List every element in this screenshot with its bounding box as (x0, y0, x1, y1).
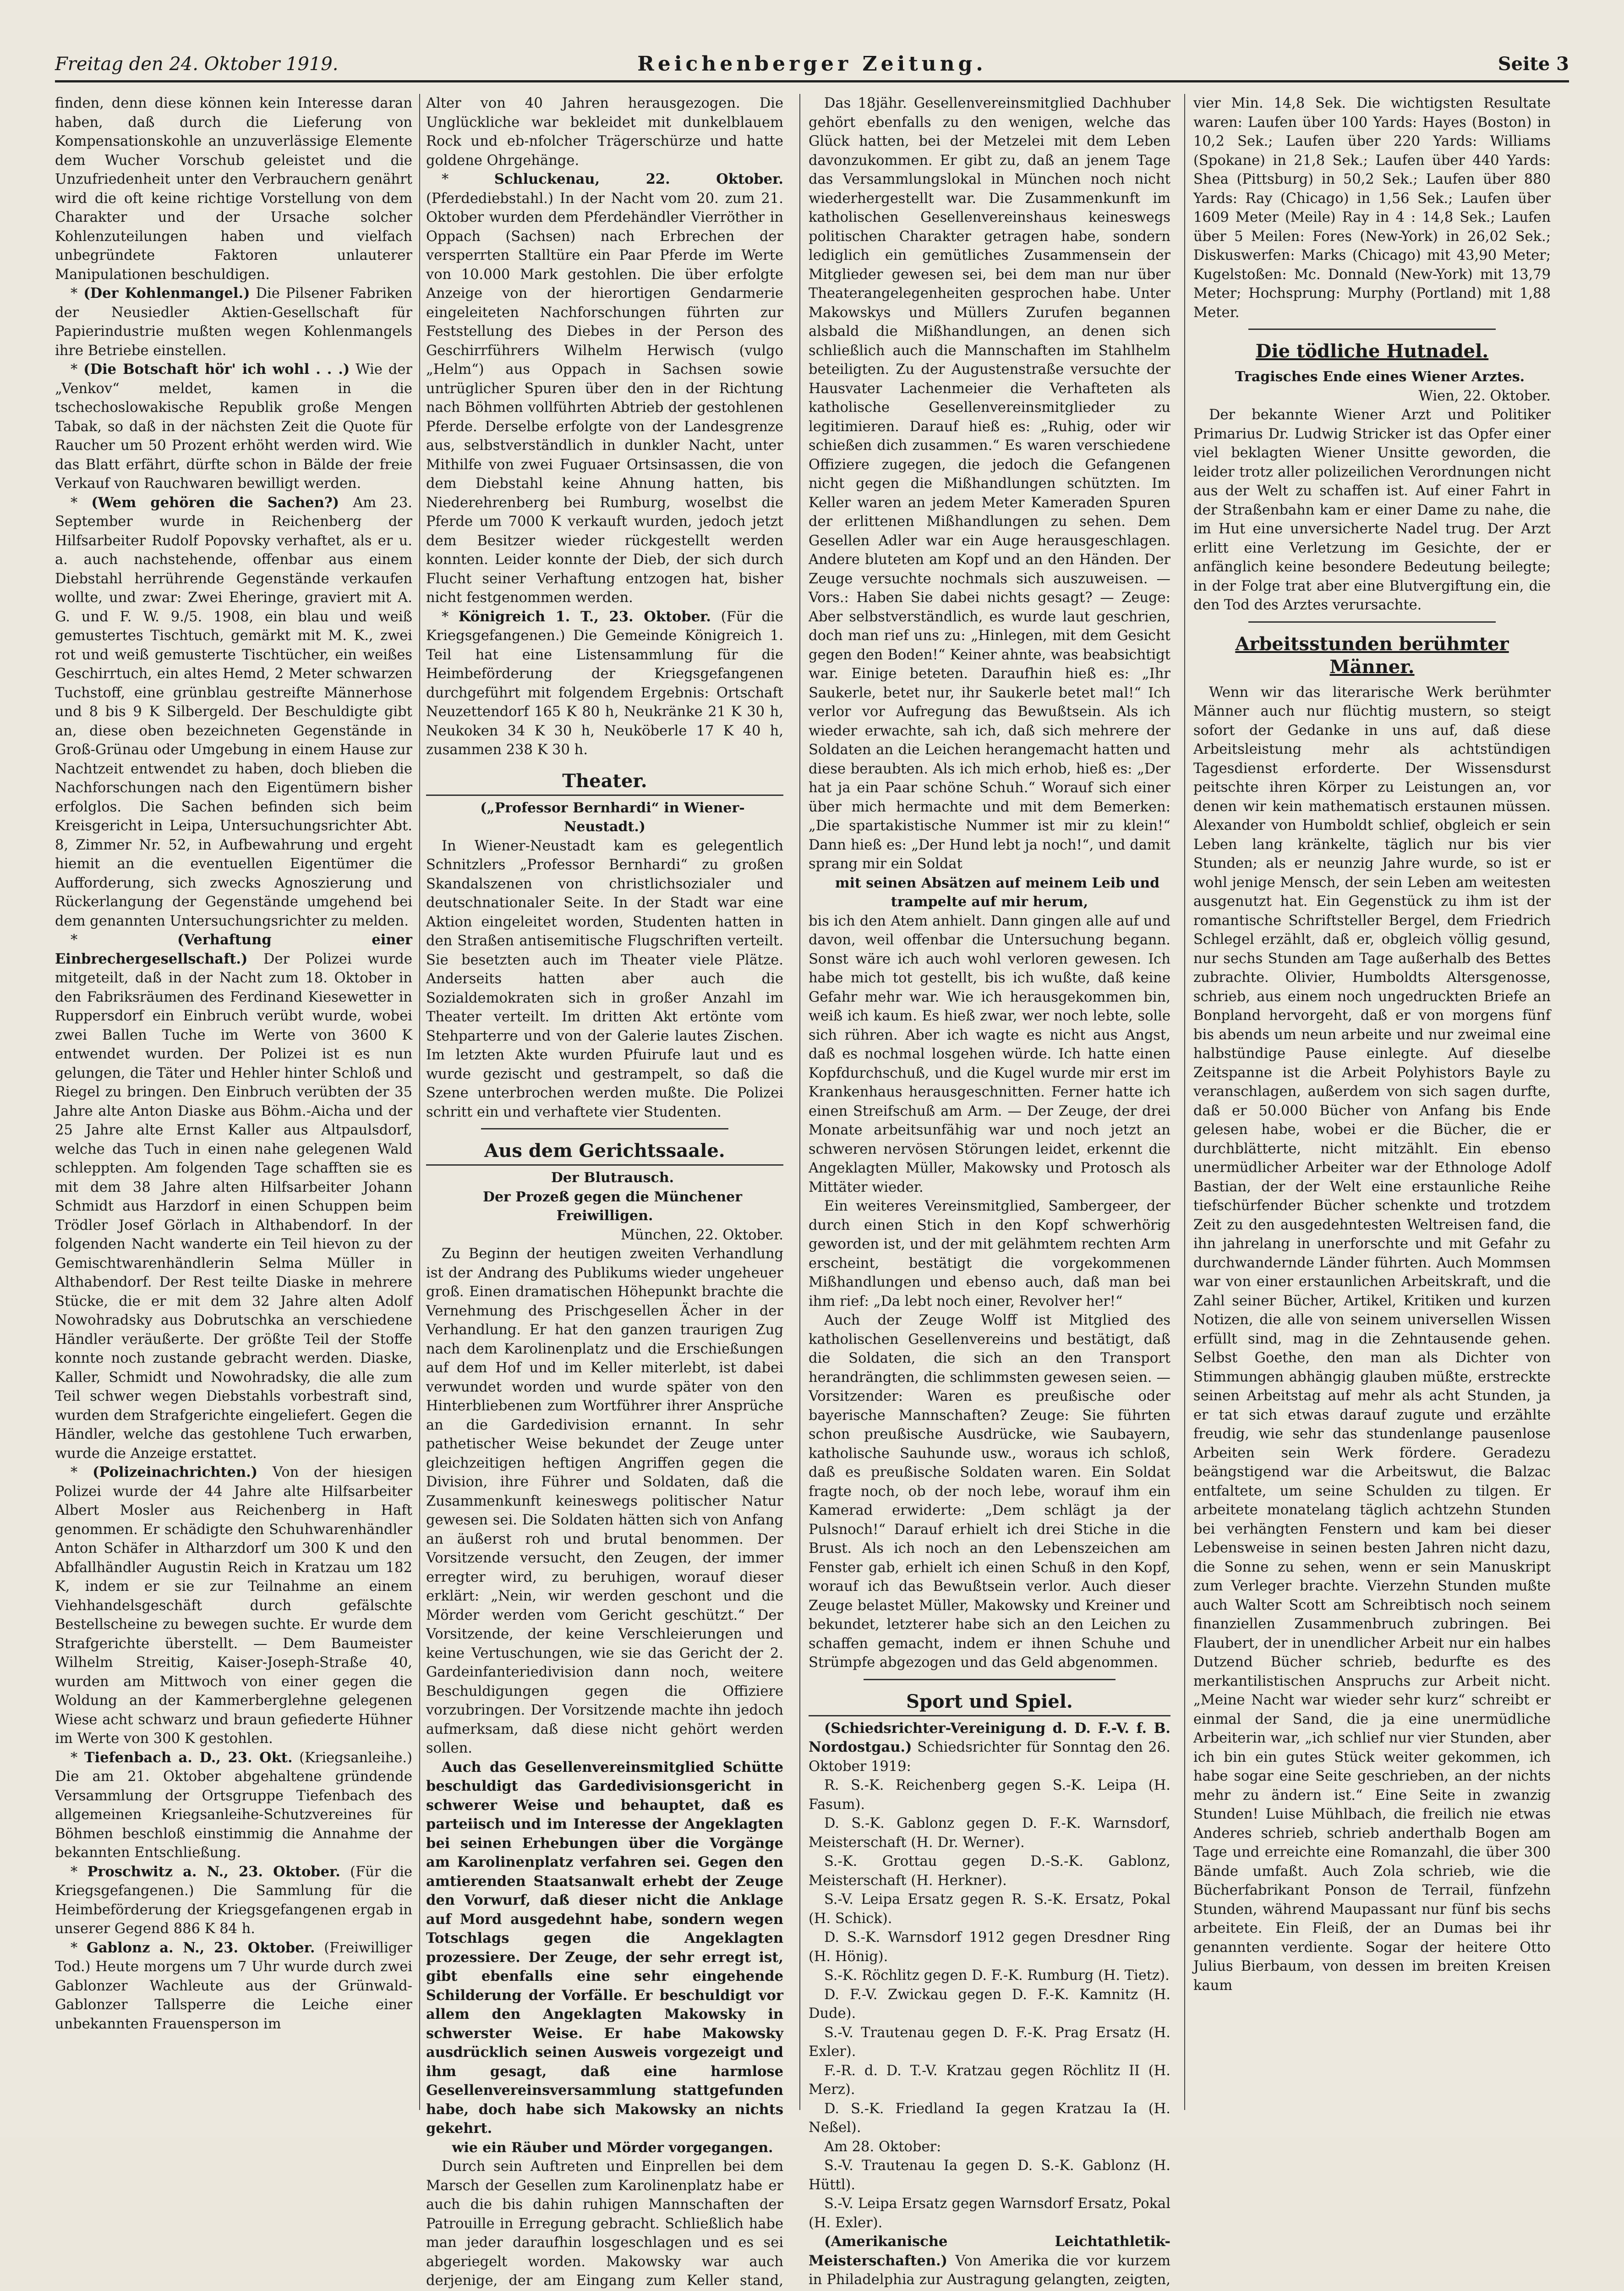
article-subheading: Tragisches Ende eines Wiener Arztes. (1235, 369, 1525, 385)
article-item: * (Polizeinachrichten.) Von der hiesigen Polizei wurde der 44 Jahre alte Hilfsarbeiter Albert Mosler aus Reichenberg in Haft genommen. Er schädigte den Schuhwarenhändler Anton Schäfer in Altharzdorf um 300 K und den Abfallhändler Augustin Reich in Kratzau um 182 K, indem er sie zur Teilnahme an einem Viehhandelsgeschäft durch gefälschte Bestellscheine zu bewegen suchte. Er wurde dem Strafgerichte überstellt. — Dem Baumeister Wilhelm Streitig, Kaiser-Joseph-Straße 40, wurden am Mittwoch von einer gegen die Woldung an der Kammerberglehne gelegenen Wiese acht schwarz und braun gefiederte Hühner im Werte von 300 K gestohlen. (55, 1464, 412, 1747)
article-text: Durch sein Auftreten und Einprellen bei dem Marsch der Gesellen zum Karolinenplatz habe er auch die bis dahin ruhigen Mannschaften der Patrouille in Erregung gebracht. Schließlich habe man jeder daraufhin losgeschlagen und es sei abgeriegelt worden. Makowsky war auch derjenige, der am Eingang zum Keller stand, (426, 2159, 783, 2289)
article-item: (Amerikanische Leichtathletik-Meisterschaften.) Von Amerika die vor kurzem in Philadelphia zur Austragung gelangten, zeigten, (809, 2233, 1170, 2288)
column-4 (1193, 94, 1551, 2110)
column-rule (799, 94, 800, 2110)
article-text: bis ich den Atem anhielt. Dann gingen alle auf und davon, weil offenbar die Untersuchung begann. Sonst wäre ich auch wohl verloren gewesen. Ich habe mich tot gestellt, bis ich wußte, daß keine Gefahr mehr war. Wie ich herausgekommen bin, weiß ich kaum. Es hieß zwar, wer noch lebte, solle sich rühren. Aber ich wagte es nicht aus Angst, daß es nochmal losgehen würde. Ich hatte einen Kopfdurchschuß, und die Kugel wurde mir erst im Krankenhaus herausgeschnitten. Ferner hatte ich einen Streifschuß am Arm. — Der Zeuge, der drei Monate arbeitsunfähig war und noch jetzt an schweren nervösen Störungen leidet, erkennt die Angeklagten Müller, Makowsky und Protosch als Mittäter wieder. (809, 913, 1170, 1195)
article-item: * (Der Kohlenmangel.) Die Pilsener Fabriken der Neusiedler Aktien-Gesellschaft für Papierindustrie mußten wegen Kohlenmangels ihre Betriebe einstellen. (55, 285, 413, 359)
fixture-line: S.-K. Röchlitz gegen D. F.-K. Rumburg (H. Tietz). (824, 1968, 1170, 1984)
article-subheading: Der Prozeß gegen die Münchener Freiwilligen. (482, 1189, 743, 1224)
column-rule (1184, 94, 1185, 2110)
page-header (55, 48, 1569, 82)
article-text: In Wiener-Neustadt kam es gelegentlich Schnitzlers „Professor Bernhardi“ zu großen Skandalszenen von christlichsozialer und deutschnationaler Seite. In der Stadt war eine Aktion eingeleitet worden, Studenten hatten in den Straßen antisemitische Flugschriften verteilt. Sie besetzten auch im Theater viele Plätze. Anderseits hatten aber auch die Sozialdemokraten sich in großer Anzahl im Theater verteilt. Im dritten Akt ertönte vom Stehparterre und von der Galerie lautes Zischen. Im letzten Akte wurden Pfuirufe laut und es wurde gezischt und gestrampelt, so daß die Szene unterbrochen werden mußte. Die Polizei schritt ein und verhaftete vier Studenten. (426, 838, 783, 1120)
article-subheading: („Professor Bernhardi“ in Wiener-Neustadt.) (480, 800, 745, 835)
section-heading-sport: Sport und Spiel. (809, 1690, 1170, 1716)
column-1 (55, 94, 412, 2110)
article-text: Auch das Gesellenvereinsmitglied Schütte beschuldigt das Gardedivisionsgericht in schwerer Weise und behauptet, daß es parteiisch und im Interesse der Angeklagten bei seinen Erhebungen über die Vorgänge am Karolinenplatz verfahren sei. Gegen den amtierenden Staatsanwalt erhebt der Zeuge den Vorwurf, daß dieser nicht die Anklage auf Mord ausgedehnt habe, sondern wegen Totschlags gegen die Angeklagten prozessiere. Der Zeuge, der sehr erregt ist, gibt ebenfalls eine sehr eingehende Schilderung der Vorfälle. Er beschuldigt vor allem den Angeklagten Makowsky in schwerster Weise. Er habe Makowsky ausdrücklich seinen Ausweis vorgezeigt und ihm gesagt, daß eine harmlose Gesellenvereinsversammlung stattgefunden habe, doch habe sich Makowsky an nichts gekehrt. (426, 1759, 783, 2137)
fixture-line: Am 28. Oktober: (824, 2138, 941, 2155)
emphasis-line: wie ein Räuber und Mörder vorgegangen. (452, 2139, 773, 2156)
fixture-line: R. S.-K. Reichenberg gegen S.-K. Leipa (H. Fasum). (809, 1777, 1170, 1813)
article-item: * Gablonz a. N., 23. Oktober. (Freiwilliger Tod.) Heute morgens um 7 Uhr wurde durch zwei Gablonzer Wachleute aus der Grünwald-Gablonzer Tallsperre die Leiche einer unbekannten Frauensperson im (55, 1939, 412, 2032)
article-text: Der bekannte Wiener Arzt und Politiker Primarius Dr. Ludwig Stricker ist das Opfer einer viel beklagten Wiener Unsitte geworden, die leider trotz aller polizeilichen Verordnungen nicht aus der Welt zu schaffen ist. Auf einer Fahrt in der Straßenbahn kam er einer Dame zu nahe, die im Hut eine unversicherte Nadel trug. Der Arzt erlitt eine Verletzung im Gesichte, der er anfänglich keine besondere Bedeutung beilegte; in der Folge trat aber eine Blutvergiftung ein, die den Tod des Arztes verursachte. (1193, 407, 1551, 613)
article-item: * (Die Botschaft hör' ich wohl . . .) Wie der „Venkov“ meldet, kamen in die tschechoslowakische Republik große Mengen Tabak, so daß in der nächsten Zeit die Quote für Raucher um 50 Prozent erhöht werden wird. Wie das Blatt erfährt, dürfte schon in Bälde der freie Verkauf von Rauchwaren bewilligt werden. (55, 361, 412, 492)
dateline: Wien, 22. Oktober. (1418, 388, 1551, 404)
divider (864, 1679, 1115, 1680)
section-heading-court: Aus dem Gerichtssaale. (426, 1140, 783, 1166)
article-text: Ein weiteres Vereinsmitglied, Sambergeer, der durch einen Stich in den Kopf schwerhörig geworden ist, und der mit gelähmtem rechten Arm erscheint, bestätigt die vorgekommenen Mißhandlungen und ebenso auch, daß man bei ihm rief: „Da lebt noch einer, Revolver her!“ (809, 1198, 1170, 1310)
column-3 (809, 94, 1170, 2288)
dateline: München, 22. Oktober. (620, 1227, 783, 1243)
article-text: Auch der Zeuge Wolff ist Mitglied des katholischen Gesellenvereins und bestätigt, daß die Soldaten, die sich an den Transport herandrängten, die schlimmsten gewesen seien. — Vorsitzender: Waren es preußische oder bayerische Mannschaften? Zeuge: Sie führten schon preußische Ausdrücke, wie Saubayern, katholische Sauhunde usw., woraus ich schloß, daß es preußische Soldaten waren. Ein Soldat fragte noch, ob der noch lebe, worauf ihm ein Kamerad erwiderte: „Dem schlägt ja der Pulsnoch!“ Darauf erhielt ich drei Stiche in die Brust. Als ich noch an den Lebenszeichen am Fenster gab, erhielt ich einen Schuß in den Kopf, worauf ich das Bewußtsein verlor. Auch dieser Zeuge belastet Müller, Makowsky und Kreiner und bekundet, letzterer habe sich an den Leichen zu schaffen gemacht, indem er ihnen Schuhe und Strümpfe abgezogen und das Geld abgenommen. (809, 1312, 1170, 1671)
fixture-line: S.-V. Leipa Ersatz gegen R. S.-K. Ersatz, Pokal (H. Schick). (809, 1891, 1170, 1927)
section-heading-theater: Theater. (426, 770, 783, 796)
fixture-line: D. F.-V. Zwickau gegen D. F.-K. Kamnitz (H. Dude). (809, 1986, 1170, 2022)
article-item: * Königreich 1. T., 23. Oktober. (Für die Kriegsgefangenen.) Die Gemeinde Königreich 1. Teil hat eine Listensammlung für die Heimbeförderung der Kriegsgefangenen durchgeführt mit folgendem Ergebnis: Ortschaft Neuzettendorf 165 K 80 h, Neukränke 21 K 30 h, Neukoken 34 K 30 h, Neuköberle 17 K 40 h, zusammen 238 K 30 h. (426, 608, 783, 758)
fixture-line: S.-V. Trautenau gegen D. F.-K. Prag Ersatz (H. Exler). (809, 2024, 1170, 2060)
divider (481, 1128, 728, 1129)
issue-date: Freitag den 24. Oktober 1919. (55, 54, 339, 75)
article-item: (Schiedsrichter-Vereinigung d. D. F.-V. f. B. Nordostgau.) Schiedsrichter für Sonntag den 26. Oktober 1919: (809, 1720, 1170, 1775)
article-item: * Proschwitz a. N., 23. Oktober. (Für die Kriegsgefangenen.) Die Sammlung für die Heimbeförderung der Kriegsgefangenen ergab in unserer Gegend 886 K 84 h. (55, 1863, 413, 1937)
article-item: * (Wem gehören die Sachen?) Am 23. September wurde in Reichenberg der Hilfsarbeiter Rudolf Popovsky verhaftet, als er u. a. auch nachstehende, offenbar aus einem Diebstahl herrührende Gegenstände verkaufen wollte, und zwar: Zwei Eheringe, graviert mit A. G. und F. W. 9./5. 1908, ein blau und weiß gemustertes Tischtuch, gemärkt mit M. K., zwei rot und weiß gemusterte Tischtücher, ein weißes Geschirrtuch, ein altes Hemd, 2 Meter schwarzen Tuchstoff, eine grünblau gestreifte Männerhose und 8 bis 9 K Silbergeld. Der Beschuldigte gibt an, diese oben bezeichneten Gegenstände in Groß-Grünau oder Umgebung in einem Hause zur Nachtzeit entwendet zu haben, doch blieben die Nachforschungen nach den Eigentümern bisher erfolglos. Die Sachen befinden sich beim Kreisgericht in Leipa, Untersuchungsrichter Abt. 8, Zimmer Nr. 52, in Aufbewahrung und ergeht hiemit an die eventuellen Eigentümer die Aufforderung, sich zwecks Agnoszierung und Rückerlangung der Gegenstände umgehend bei dem genannten Untersuchungsrichter zu melden. (55, 494, 412, 929)
fixture-line: S.-V. Leipa Ersatz gegen Warnsdorf Ersatz, Pokal (H. Exler). (809, 2196, 1170, 2231)
article-item: * Schluckenau, 22. Oktober. (Pferdediebstahl.) In der Nacht vom 20. zum 21. Oktober wurden dem Pferdehändler Vierröther in Oppach (Sachsen) nach Erbrechen der versperrten Stalltüre ein Paar Pferde im Werte von 10.000 Mark gestohlen. Die über erfolgte Anzeige von der hierortigen Gendarmerie eingeleiteten Nachforschungen führten zur Feststellung des Diebes in der Person des Geschirrführers Wilhelm Herwisch (vulgo „Helm“) aus Oppach in Sachsen sowie untrüglicher Spuren über den in der Richtung nach Böhmen vollführten Abtrieb der gestohlenen Pferde. Derselbe erfolgte von der Landesgrenze aus, selbstverständlich in dunkler Nacht, unter Mithilfe von zwei Fuguaer Ortsinsassen, die von dem Diebstahl keine Ahnung hatten, bis Niederehrenberg bei Rumburg, woselbst die Pferde um 7000 K verkauft wurden, jedoch jetzt dem Besitzer wieder rückgestellt werden konnten. Leider konnte der Dieb, der sich durch Flucht seiner Verhaftung entzogen hat, bisher nicht festgenommen werden. (426, 171, 783, 606)
article-text: vier Min. 14,8 Sek. Die wichtigsten Resultate waren: Laufen über 100 Yards: Hayes (Boston) in 10,2 Sek.; Laufen über 220 Yards: Williams (Spokane) in 21,8 Sek.; Laufen über 440 Yards: Shea (Pittsburg) in 50,2 Sek.; Laufen über 880 Yards: Ray (Chicago) in 1,56 Sek.; Laufen über 1609 Meter (Meile) Ray in 4 : 14,8 Sek.; Laufen über 5 Meilen: Fores (New-York) in 26,02 Sek.; Diskuswerfen: Marks (Chicago) mit 43,90 Meter; Kugelstoßen: Mc. Donnald (New-York) mit 13,79 Meter; Hochsprung: Murphy (Portland) mit 1,88 Meter. (1193, 95, 1551, 321)
article-text: finden, denn diese können kein Interesse daran haben, daß durch die Lieferung von Kompensationskohle an unzuverlässige Elemente dem Wucher Vorschub geleistet und die Unzufriedenheit unter den Verbrauchern genährt wird die oft keine richtige Vorstellung von dem Charakter und der Ursache solcher Kohlenzuteilungen haben und vielfach unbegründete Faktoren unlauterer Manipulationen beschuldigen. (55, 95, 412, 283)
article-subheading: Der Blutrausch. (551, 1170, 674, 1186)
article-text: Zu Beginn der heutigen zweiten Verhandlung ist der Andrang des Publikums wieder ungeheuer groß. Einen dramatischen Höhepunkt brachte die Vernehmung des Prischgesellen Ächer in der Verhandlung. Er hat den ganzen traurigen Zug nach dem Karolinenplatz und die Erschießungen auf dem Hof und im Keller miterlebt, ist dabei verwundet worden und wurde später von den Hinterbliebenen zum Wortführer ihrer Ansprüche an die Gardedivision ernannt. In sehr pathetischer Weise bekundet der Zeuge unter gleichzeitigen heftigen Angriffen gegen die Division, ihre Führer und Soldaten, daß die Zusammenkunft keineswegs politischer Natur gewesen sei. Die Soldaten hätten sich von Anfang an äußerst roh und brutal benommen. Der Vorsitzende versucht, den Zeugen, der immer erregter wird, zu beruhigen, worauf dieser erklärt: „Nein, wir werden geschont und die Mörder werden vom Gericht geschützt.“ Der Vorsitzende, der keine Verschleierungen und keine Vertuschungen, wie sie das Gericht der 2. Gardeinfanteriedivision dann noch, weitere Beschuldigungen gegen die Offiziere vorzubringen. Der Vorsitzende machte ihn jedoch aufmerksam, daß diese nicht gehört werden sollen. (426, 1246, 783, 1756)
article-text: Alter von 40 Jahren herausgezogen. Die Unglückliche war bekleidet mit dunkelblauem Rock und eb-nfolcher Trägerschürze und hatte goldene Ohrgehänge. (426, 95, 783, 169)
column-rule (419, 94, 420, 2110)
article-text: Das 18jähr. Gesellenvereinsmitglied Dachhuber gehört ebenfalls zu den wenigen, welche das Glück hatten, bei der Metzelei mit dem Leben davonzukommen. Er gibt zu, daß an jenem Tage das Versammlungslokal in München noch nicht wiederhergestellt war. Die Zusammenkunft im katholischen Gesellenvereinshaus keineswegs politischen Charakter getragen habe, sondern lediglich ein gemütliches Zusammensein der Mitglieder gewesen sei, bei dem man nur über Theaterangelegenheiten gesprochen habe. Unter Makowskys und Müllers Zurufen begannen alsbald die Mißhandlungen, an denen sich schließlich auch die Mannschaften im Stahlhelm beteiligten. Zu der Augustenstraße versuchte der Hausvater Lachenmeier die Verhafteten als katholische Gesellenvereinsmitglieder zu legitimieren. Darauf hieß es: „Ruhig, oder wir schießen dich zusammen.“ Es waren verschiedene Offiziere zugegen, die jedoch die Gefangenen nicht gegen die Mißhandlungen schützten. Im Keller waren an jedem Meter Kameraden Spuren der erlittenen Mißhandlungen zu sehen. Dem Gesellen Adler war ein Auge herausgeschlagen. Andere bluteten am Kopf und an den Händen. Der Zeuge versuchte nochmals sich auszuweisen. — Vors.: Haben Sie dabei nichts gesagt? — Zeuge: Aber selbstverständlich, es wurde laut geschrien, doch man rief uns zu: „Hinlegen, mit dem Gesicht gegen den Boden!“ Keiner ahnte, was beabsichtigt war. Einige beteten. Daraufhin hieß es: „Ihr Saukerle, betet nur, ihr Saukerle betet mal!“ Ich verlor vor Aufregung das Bewußtsein. Als ich wieder erwachte, sah ich, daß sich mehrere der Soldaten an die Leichen herangemacht hatten und diese beraubten. Als ich mich erhob, hieß es: „Der hat ja ein Paar schöne Schuh.“ Worauf sich einer über mich hermachte und mit dem Bemerken: „Die spartakistische Nummer ist mir zu klein!“ Dann hieß es: „Der Hund lebt ja noch!“, und damit sprang mir ein Soldat (809, 95, 1170, 872)
fixture-line: D. S.-K. Gablonz gegen D. F.-K. Warnsdorf, Meisterschaft (H. Dr. Werner). (809, 1815, 1170, 1851)
section-heading-work-hours: Arbeitsstunden berühmter Männer. (1235, 633, 1509, 678)
fixture-line: S.-V. Trautenau Ia gegen D. S.-K. Gablonz (H. Hüttl). (809, 2158, 1170, 2193)
fixture-line: D. S.-K. Friedland Ia gegen Kratzau Ia (H. Neßel). (809, 2100, 1170, 2136)
divider (1248, 621, 1496, 623)
fixture-line: S.-K. Grottau gegen D.-S.-K. Gablonz, Meisterschaft (H. Herkner). (809, 1853, 1170, 1889)
fixture-line: F.-R. d. D. T.-V. Kratzau gegen Röchlitz II (H. Merz). (809, 2062, 1170, 2098)
article-item: * (Verhaftung einer Einbrechergesellschaft.) Der Polizei wurde mitgeteilt, daß in der Nacht zum 18. Oktober in den Fabriksräumen des Ferdinand Kiesewetter in Ruppersdorf ein Einbruch verübt wurde, wobei zwei Ballen Tuche im Werte von 3600 K entwendet wurden. Der Polizei ist es nun gelungen, die Täter und Hehler hinter Schloß und Riegel zu bringen. Den Einbruch verübten der 35 Jahre alte Anton Diaske aus Böhm.-Aicha und der 25 Jahre alte Ernst Kaller aus Altpaulsdorf, welche das Tuch in einen nahe gelegenen Wald schleppten. Am folgenden Tage schafften sie es mit dem 38 Jahre alten Hilfsarbeiter Johann Schmidt aus Harzdorf in einen Schuppen beim Trödler Josef Görlach in Althabendorf. In der folgenden Nacht wanderte ein Teil hievon zu der Gemischtwarenhändlerin Selma Müller in Althabendorf. Der Rest teilte Diaske in mehrere Stücke, die er mit dem 32 Jahre alten Adolf Nowohradsky aus Dobrutschka an verschiedene Händler veräußerte. Der größte Teil der Stoffe konnte noch zustande gebracht werden. Diaske, Kaller, Schmidt und Nowohradsky, die alle zum Teil schwer wegen Diebstahls vorbestraft sind, wurden dem Strafgerichte eingeliefert. Gegen die Händler, welche das gestohlene Tuch erwarben, wurde die Anzeige erstattet. (55, 932, 412, 1462)
divider (1248, 329, 1496, 330)
page-number: Seite 3 (1498, 53, 1569, 75)
section-heading-hatpin: Die tödliche Hutnadel. (1255, 340, 1489, 362)
article-item: * Tiefenbach a. D., 23. Okt. (Kriegsanleihe.) Die am 21. Oktober abgehaltene gründende Versammlung der Ortsgruppe Tiefenbach des allgemeinen Kriegsanleihe-Schutzvereines für Böhmen beschloß einstimmig die Annahme der bekannten Entschließung. (55, 1749, 412, 1861)
article-text: Wenn wir das literarische Werk berühmter Männer auch nur flüchtig mustern, so steigt sofort der Gedanke in uns auf, daß diese Arbeitsleistung mehr als achtstündigen Tagesdienst erforderte. Der Wissensdurst peitschte ihren Körper zu Leistungen an, vor denen wir kein mathematisch erstaunen müssen. Alexander von Humboldt schlief, obgleich er sein Leben lang kränkelte, täglich nur bis vier Stunden; als er neunzig Jahre wurde, so ist er wohl jenige Mensch, der sein Leben am weitesten ausgenutzt hat. Ein Gegenstück zu ihm ist der romantische Schriftsteller Bergel, dem Friedrich Schlegel erzählt, daß er, obgleich völlig gesund, nur sechs Stunden am Tage außerhalb des Bettes zubrachte. Olivier, Humboldts Altersgenosse, schrieb, aus einem noch ungedruckten Briefe an Bonpland hervorgeht, daß er von morgens fünf bis abends um neun arbeite und nur zweimal eine halbstündige Pause einlegte. Auf dieselbe Zeitspanne ist die Arbeit Polyhistors Bayle zu veranschlagen, außerdem von sich sagen durfte, daß er 50.000 Bücher von Anfang bis Ende gelesen habe, wobei er die Bücher, die er durchblätterte, nicht mitzählt. Ein ebenso unermüdlicher Arbeiter war der Ethnologe Adolf Bastian, der der Welt eine erstaunliche Reihe tiefschürfender Bücher schenkte und trotzdem Zeit zu den ausgedehntesten Weltreisen fand, die ihn jahrelang in unerforschte und mit Gefahr zu durchwandernde Länder führten. Auch Mommsen war von einer erstaunlichen Arbeitskraft, und die Zahl seiner Bücher, Artikel, Kritiken und kurzen Notizen, die alle von seinem universellen Wissen erfüllt sind, mag in die Zehntausende gehen. Selbst Goethe, den man als Dichter von Stimmungen abhängig glauben müßte, erstreckte seinen Arbeitstag auf mehr als acht Stunden, ja er tat sich etwas darauf zugute und erzählte freudig, wie sehr das stundenlange pausenlose Arbeiten sein Werk fördere. Geradezu beängstigend war die Arbeitswut, die Balzac entfaltete, um seine Schulden zu tilgen. Er arbeitete monatelang täglich achtzehn Stunden bei verhängten Fenstern und kam bei dieser Lebensweise in seinen besten Jahren nicht dazu, die Sonne zu sehen, wenn er sein Manuskript zum Verleger brachte. Vierzehn Stunden mußte auch Walter Scott am Schreibtisch noch seinem finanziellen Zusammenbruch zubringen. Bei Flaubert, der in unendlicher Arbeit nur ein halbes Dutzend Bücher schrieb, bedurfte es des merkantilistischen Anspruchs zur Arbeit nicht. „Meine Nacht war wieder sehr kurz“ schreibt er einmal der Sand, die ja eine unermüdliche Arbeiterin war, „ich schlief nur vier Stunden, aber ich bin ein gutes Stück weiter gekommen, ich habe sogar eine Seite geschrieben, an der nichts mehr zu ändern ist.“ Eine Seite in zwanzig Stunden! Luise Mühlbach, die freilich nie etwas Anderes schrieb, schrieb anderthalb Bogen am Tage und erreichte eine Romanzahl, die über 300 Bände umfaßt. Auch Zola schrieb, wie die Bücherfabrikant Ponson de Terrail, fünfzehn Stunden, während Maupassant nur fünf bis sechs arbeitete. Ein Fleiß, der an Dumas bei ihr genannten verdiente. Sogar der heitere Otto Julius Bierbaum, von dessen im breiten Kreisen kaum (1193, 684, 1551, 1994)
fixture-line: D. S.-K. Warnsdorf 1912 gegen Dresdner Ring (H. Hönig). (809, 1929, 1170, 1965)
newspaper-title: Reichenberger Zeitung. (637, 52, 987, 76)
emphasis-line: mit seinen Absätzen auf meinem Leib und trampelte auf mir herum, (835, 875, 1160, 910)
column-2 (426, 94, 783, 2289)
